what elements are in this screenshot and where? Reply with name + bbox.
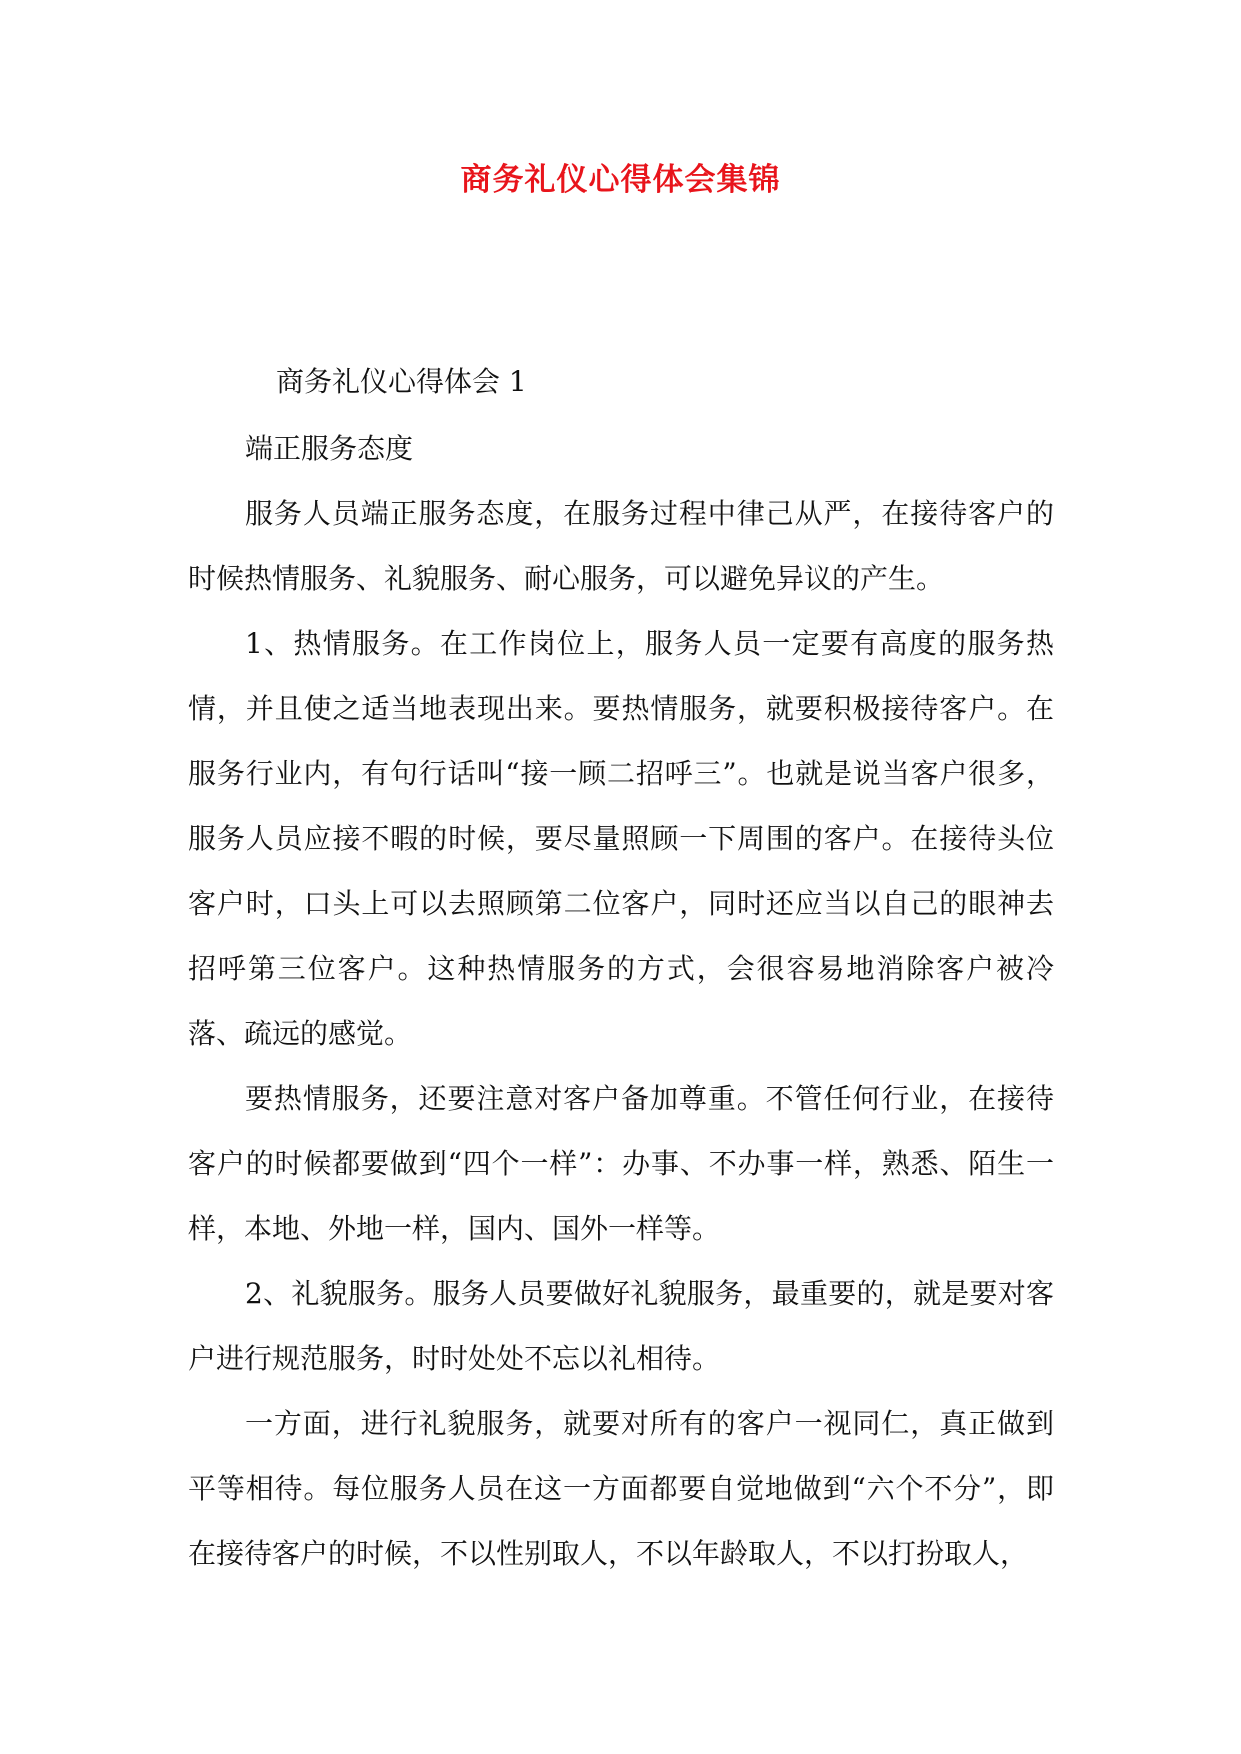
document-body xyxy=(188,358,1054,1586)
paragraph: 2、礼貌服务。服务人员要做好礼貌服务，最重要的，就是要对客户进行规范服务，时时处处不忘以礼相待。 xyxy=(188,1277,1054,1375)
paragraph: 要热情服务，还要注意对客户备加尊重。不管任何行业，在接待客户的时候都要做到“四个一样”：办事、不办事一样，熟悉、陌生一样，本地、外地一样，国内、国外一样等。 xyxy=(188,1082,1054,1245)
section-heading: 商务礼仪心得体会 1 xyxy=(276,365,527,398)
paragraph: 1、热情服务。在工作岗位上，服务人员一定要有高度的服务热情，并且使之适当地表现出来。要热情服务，就要积极接待客户。在服务行业内，有句行话叫“接一顾二招呼三”。也就是说当客户很多，服务人员应接不暇的时候，要尽量照顾一下周围的客户。在接待头位客户时，口头上可以去照顾第二位客户，同时还应当以自己的眼神去招呼第三位客户。这种热情服务的方式，会很容易地消除客户被冷落、疏远的感觉。 xyxy=(188,627,1054,1050)
paragraph: 服务人员端正服务态度，在服务过程中律己从严，在接待客户的时候热情服务、礼貌服务、耐心服务，可以避免异议的产生。 xyxy=(188,497,1054,595)
paragraph-subheading: 端正服务态度 xyxy=(245,432,414,465)
document-title: 商务礼仪心得体会集锦 xyxy=(460,162,781,198)
paragraph: 一方面，进行礼貌服务，就要对所有的客户一视同仁，真正做到平等相待。每位服务人员在这一方面都要自觉地做到“六个不分”，即在接待客户的时候，不以性别取人，不以年龄取人，不以打扮取人， xyxy=(188,1407,1054,1570)
